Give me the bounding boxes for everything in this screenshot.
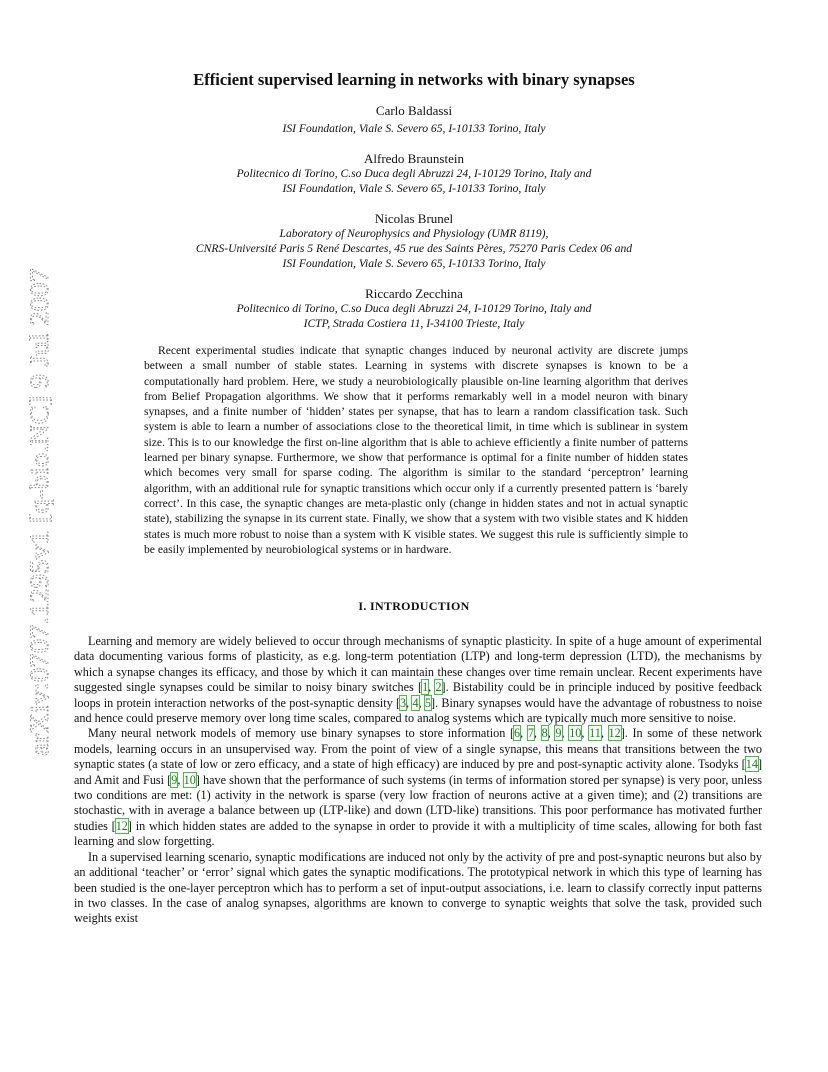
citation-link[interactable]: 7 (527, 726, 534, 741)
author-name: Alfredo Braunstein (363, 151, 464, 166)
separator: , (428, 680, 436, 695)
citation-link[interactable]: 4 (412, 695, 419, 710)
citation-link[interactable]: 3 (400, 695, 407, 710)
citation-link[interactable]: 12 (115, 818, 128, 833)
author-affiliation: Politecnico di Torino, C.so Duca degli Abruzzi 24, I-10129 Torino, Italy and (236, 302, 592, 315)
citation-link[interactable]: 12 (608, 726, 621, 741)
section-heading: I. INTRODUCTION (358, 599, 470, 613)
citation-link[interactable]: 5 (424, 695, 432, 710)
citation-link[interactable]: 9 (171, 772, 178, 787)
citation-link[interactable]: 10 (183, 772, 196, 787)
intro-paragraph (74, 726, 762, 849)
author-affiliation: CNRS-Université Paris 5 René Descartes, 45 rue des Saints Pères, 75270 Paris Cedex 06 and (195, 242, 633, 255)
separator: , (406, 695, 413, 710)
author-affiliation: ISI Foundation, Viale S. Severo 65, I-10133 Torino, Italy (282, 257, 546, 270)
citation-link[interactable]: 14 (745, 757, 758, 772)
arxiv-sidebar-svg (18, 260, 58, 760)
paragraph-text: ] and Amit and Fusi [ (74, 757, 762, 787)
citation-link[interactable]: 6 (514, 726, 521, 741)
author-affiliation: ISI Foundation, Viale S. Severo 65, I-10133 Torino, Italy (282, 122, 546, 135)
author-affiliation: Politecnico di Torino, C.so Duca degli Abruzzi 24, I-10129 Torino, Italy and (236, 167, 592, 180)
citation-link[interactable]: 10 (569, 726, 582, 741)
separator: , (581, 726, 590, 741)
author-affiliation: Laboratory of Neurophysics and Physiology (UMR 8119), (279, 227, 549, 240)
separator: , (533, 726, 542, 741)
separator: , (177, 772, 184, 787)
citation-link[interactable]: 8 (541, 726, 548, 741)
intro-body (74, 634, 762, 927)
paper-title: Efficient supervised learning in networks with binary synapses (193, 70, 635, 89)
separator: , (418, 695, 425, 710)
arxiv-sidebar-stamp (18, 260, 58, 760)
paragraph-text: ]. Bistability could be in principle induced by positive feedback loops in protein interaction networks of the post-synaptic density [ (74, 680, 763, 710)
paragraph-text: ] have shown that the performance of such systems (in terms of information stored per synapse) is very poor, unless two conditions are met: (1) activity in the network is sparse (very low fraction of neurons active at a given time); and (2) transitions are stochastic, with in average a balance between up (LTP-like) and down (LTD-like) transitions. This poor performance has motivated further studies [ (74, 772, 763, 833)
citation-link[interactable]: 11 (589, 726, 601, 741)
paragraph-text: ] in which hidden states are added to the synapse in order to provide it with a multiplicity of time scales, allowing for both fast learning and slow forgetting. (74, 818, 762, 849)
author-name: Carlo Baldassi (375, 103, 453, 118)
separator: , (520, 726, 528, 741)
separator: , (600, 726, 609, 741)
paragraph-text: Many neural network models of memory use binary synapses to store information [ (88, 726, 515, 741)
intro-paragraph: In a supervised learning scenario, synaptic modifications are induced not only by the activity of pre and post-synaptic neurons but also by an additional ‘teacher’ or ‘error’ signal which gates the synaptic modifications. The prototypical network in which this type of learning has been studied is the one-layer perceptron which has to perform a set of input-output associations, i.e. learn to classify correctly input patterns in two classes. In the case of analog synapses, algorithms are known to converge to synaptic weights that solve the task, provided such weights exist (74, 849, 762, 926)
arxiv-id: arXiv:0707.1295v1 [q-bio.NC] 9 Jul 2007 (25, 316, 54, 756)
citation-link[interactable]: 9 (555, 726, 562, 741)
separator: , (561, 726, 570, 741)
abstract-text: Recent experimental studies indicate that synaptic changes induced by neuronal activity are discrete jumps between a small number of stable states. Learning in systems with discrete synapses is known to be a computationally hard problem. Here, we study a neurobiologically plausible on-line learning algorithm that derives from Belief Propagation algorithms. We show that it performs remarkably well in a model neuron with binary synapses, and a finite number of ‘hidden’ states per synapse, that has to learn a random classification task. Such system is able to learn a number of associations close to the theoretical limit, in time which is sublinear in system size. This is to our knowledge the first on-line algorithm that is able to achieve efficiently a finite number of patterns learned per binary synapse. Furthermore, we show that performance is optimal for a finite number of hidden states which becomes very small for sparse coding. The algorithm is similar to the standard ‘perceptron’ learning algorithm, with an additional rule for synaptic transitions which occur only if a currently presented pattern is ‘barely correct’. In this case, the synaptic changes are meta-plastic only (change in hidden states and not in actual synaptic state), stabilizing the synapse in its current state. Finally, we show that a system with two visible states and K hidden states is much more robust to noise than a system with K visible states. We suggest this rule is sufficiently simple to be easily implemented by neurobiological systems or in hardware. (144, 344, 688, 556)
author-affiliation: ISI Foundation, Viale S. Severo 65, I-10133 Torino, Italy (282, 182, 546, 195)
paragraph-text: Learning and memory are widely believed to occur through mechanisms of synaptic plasticity. In spite of a huge amount of experimental data documenting various forms of plasticity, as e.g. long-term potentiation (LTP) and long-term depression (LTD), the mechanisms by which a synapse changes its efficacy, and those by which it can maintain these changes over time remain unclear. Recent experiments have suggested single synapses could be similar to noisy binary switches [ (74, 634, 762, 695)
intro-paragraph (74, 634, 762, 726)
citation-link[interactable]: 2 (435, 680, 442, 695)
paragraph-text: ]. In some of these network models, learning occurs in an unsupervised way. From the point of view of a single synapse, this means that transitions between the two synaptic states (a state of low or zero efficacy, and a state of high efficacy) are induced by pre and post-synaptic activity alone. Tsodyks [ (74, 726, 763, 772)
abstract (144, 343, 688, 557)
citation-link[interactable]: 1 (422, 680, 429, 695)
author-name: Nicolas Brunel (374, 211, 454, 226)
author-name: Riccardo Zecchina (365, 286, 463, 301)
separator: , (547, 726, 556, 741)
author-affiliation: ICTP, Strada Costiera 11, I-34100 Trieste, Italy (303, 317, 525, 330)
paragraph-text: ]. Binary synapses would have the advantage of robustness to noise and hence could preserve memory over long time scales, compared to analog systems which are typically much more sensitive to noise. (74, 695, 763, 726)
